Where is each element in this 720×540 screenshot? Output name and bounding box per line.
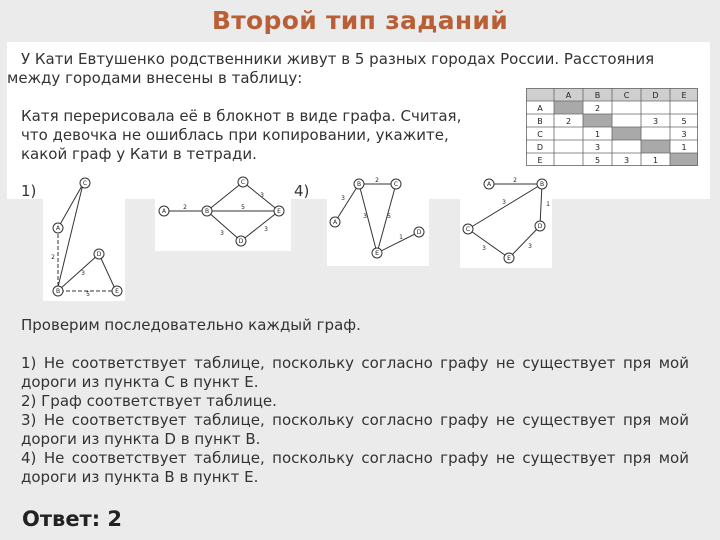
table-row-header: B [537,117,543,126]
graph-label-1: 1) [21,182,37,200]
table-cell: 3 [623,156,630,165]
table-header-cell: C [623,91,630,100]
graph3-weight: 3 [341,195,345,202]
graph2-node-b: B [204,208,210,215]
explanation [21,316,689,487]
explanation-intro: Проверим последовательно каждый граф. [21,316,361,334]
graph1-node-e: E [115,288,119,295]
graph3-node-d: D [416,229,422,236]
graph1-weight: 3 [81,270,85,277]
graph4-weight: 2 [513,177,517,184]
table-header-cell: D [652,91,659,100]
graph-3 [327,176,429,266]
graph2-node-a: A [161,208,167,215]
table-header-cell: A [565,91,572,100]
graph3-weight: 3 [363,213,367,220]
table-cell: 1 [652,156,659,165]
table-cell: 5 [681,117,687,126]
table-header-cell: E [681,91,687,100]
graph2-weight: 5 [241,204,245,211]
table-cell: 2 [565,117,572,126]
explanation-item-3: 3) Не соответствует таблице, поскольку согласно графу не существует пря мой дороги из пункта D в пункт В. [21,411,689,448]
graph2-weight: 3 [260,192,264,199]
table-cell: 2 [594,104,601,113]
graph1-node-a: A [55,225,61,232]
graph1-weight: 2 [51,254,55,261]
explanation-item-2: 2) Граф соответствует таблице. [21,392,277,410]
graph4-node-a: A [486,181,492,188]
graph3-weight: 2 [375,177,379,184]
graph3-weight: 5 [387,213,391,220]
graph3-node-e: E [375,250,379,257]
graph2-weight: 2 [183,204,187,211]
slide-title: Второй тип заданий [211,6,509,35]
graph-2 [155,173,291,251]
table-header-cell: B [594,91,601,100]
graph-4 [460,170,552,268]
graph4-node-b: B [539,181,545,188]
table-row-header: C [537,130,543,139]
graph1-node-c: C [82,180,88,187]
graph2-weight: 3 [220,230,224,237]
graph3-weight: 1 [399,234,403,241]
task-line-4: что девочка не ошиблась при копировании, укажите, [21,126,449,144]
graph2-node-e: E [277,208,281,215]
task-line-5: какой граф у Кати в тетради. [21,145,257,163]
graph4-weight: 3 [502,199,506,206]
graph4-node-d: D [537,223,543,230]
table-cell: 3 [652,117,659,126]
graph-1 [43,177,125,301]
graph4-weight: 1 [546,201,550,208]
task-intro [7,50,707,88]
table-cell: 5 [594,156,601,165]
graph1-node-d: D [96,251,102,258]
graph2-node-c: C [240,179,246,186]
answer: Ответ: 2 [22,507,123,531]
task-line-1: У Кати Евтушенко родственники живут в 5 разных городах России. Расстояния [21,50,655,68]
graph4-node-c: C [465,226,471,233]
graph3-node-b: B [356,181,362,188]
task-line-2: между городами внесены в таблицу: [7,69,303,87]
graph3-node-a: A [332,219,338,226]
graph4-node-e: E [507,255,511,262]
graph1-weight: 5 [86,291,90,298]
table-row-header: D [536,143,544,152]
table-cell: 1 [594,130,601,139]
graph3-node-c: C [393,181,399,188]
graph2-weight: 3 [264,226,268,233]
graph1-node-b: B [55,288,61,295]
table-cell: 3 [594,143,601,152]
table-row-header: E [537,156,543,165]
task-question [21,107,501,164]
explanation-item-1: 1) Не соответствует таблице, поскольку согласно графу не существует пря мой дороги из пункта С в пункт Е. [21,354,689,391]
table-row-header: A [537,104,543,113]
table-cell: 3 [681,130,687,139]
graph2-node-d: D [238,238,244,245]
distance-table [526,88,698,166]
graph4-weight: 3 [528,243,532,250]
graph-label-4: 4) [294,182,310,200]
task-line-3: Катя перерисовала её в блокнот в виде графа. Считая, [21,107,462,125]
graph4-weight: 3 [482,245,486,252]
table-cell: 1 [681,143,687,152]
explanation-item-4: 4) Не соответствует таблице, поскольку согласно графу не существует пря мой дороги из пункта В в пункт Е. [21,449,689,486]
